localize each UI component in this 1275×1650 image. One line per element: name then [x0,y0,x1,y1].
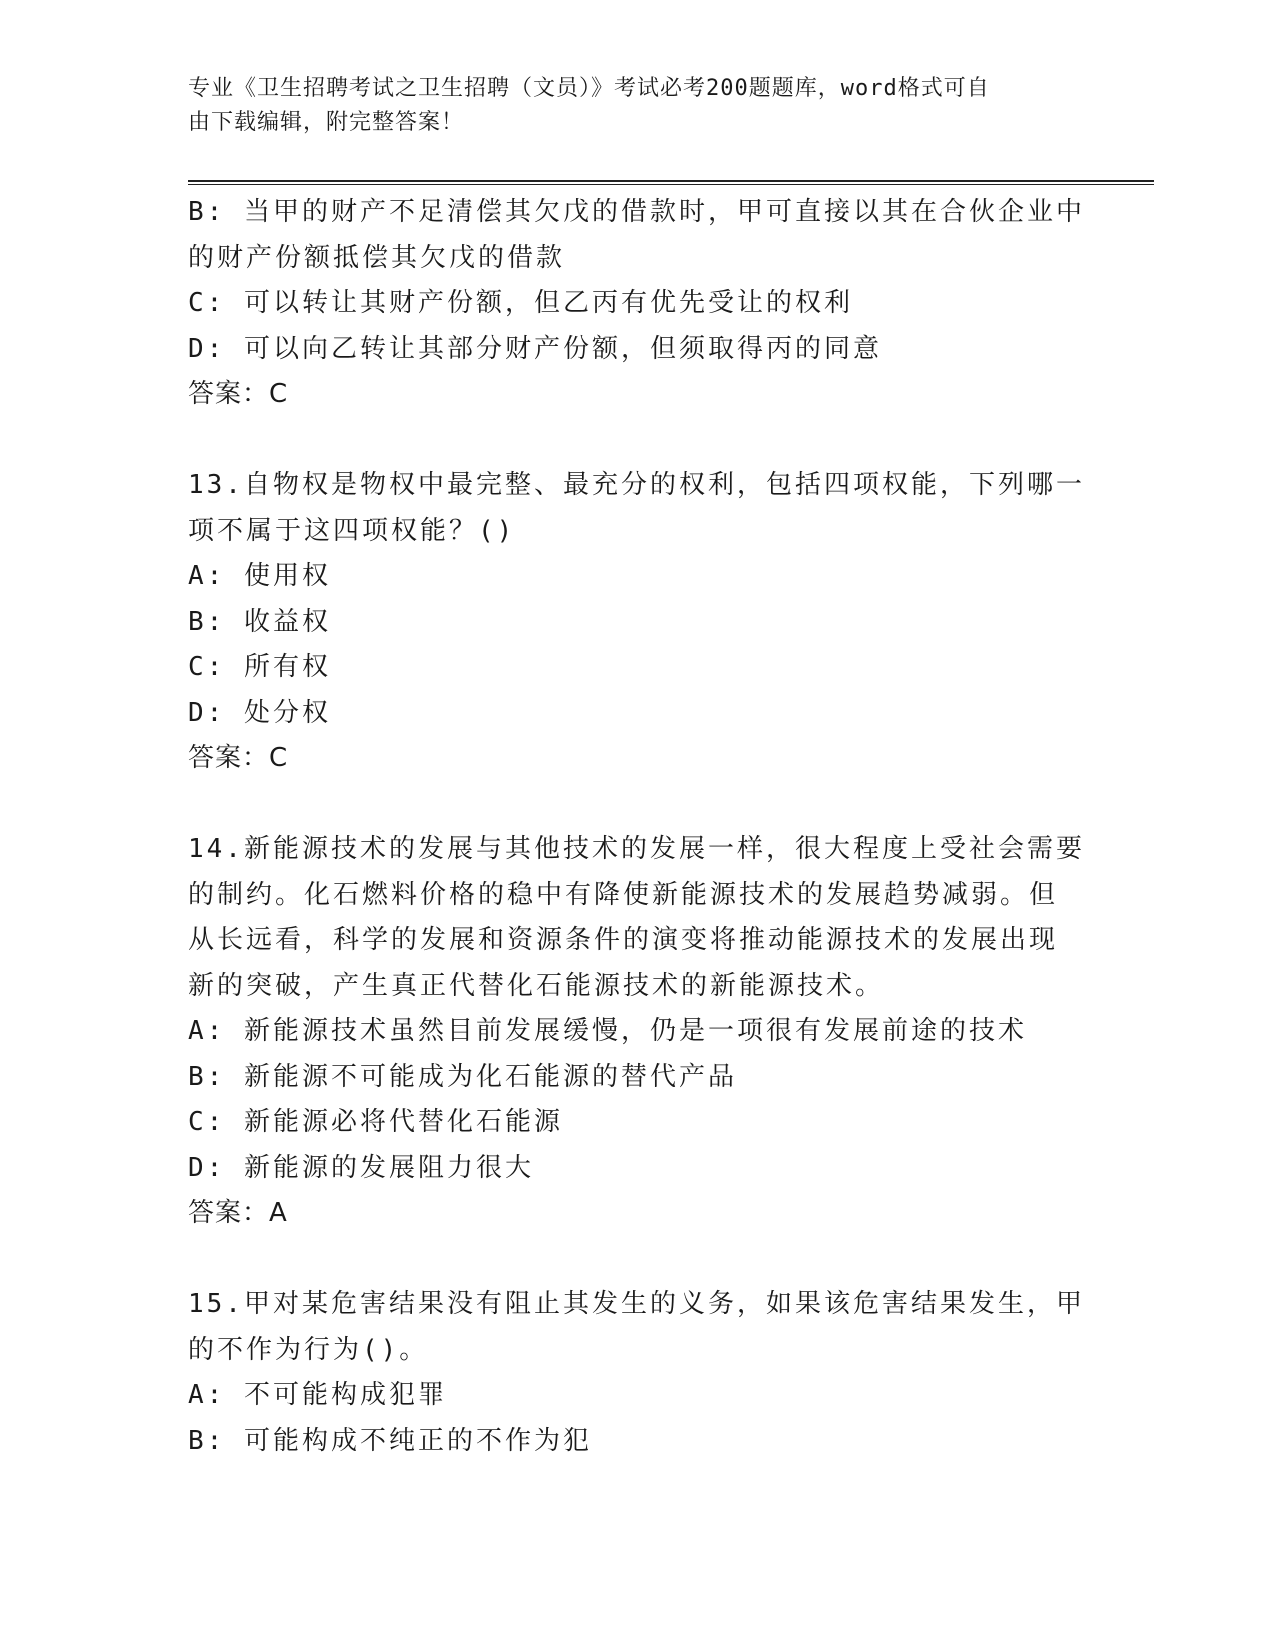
prev-answer: 答案：C [188,379,289,409]
prev-option-c: C: 可以转让其财产份额，但乙丙有优先受让的权利 [188,288,853,318]
question-13-block [188,463,1085,782]
q13-stem-line-2: 项不属于这四项权能？() [188,515,516,546]
q15-option-b: B: 可能构成不纯正的不作为犯 [188,1425,592,1456]
q13-option-a: A: 使用权 [188,561,331,591]
prev-option-d: D: 可以向乙转让其部分财产份额，但须取得丙的同意 [188,333,882,364]
header-line-2: 由下载编辑，附完整答案！ [188,110,465,135]
q13-answer: 答案：C [188,743,289,773]
q14-answer: 答案：A [188,1198,288,1228]
spacer [188,782,1068,828]
q15-stem-line-2: 的不作为行为()。 [188,1334,429,1365]
prev-question-block [188,190,1085,418]
q14-stem-line-3: 从长远看，科学的发展和资源条件的演变将推动能源技术的发展出现 [188,925,1059,955]
header-line-1: 专业《卫生招聘考试之卫生招聘（文员）》考试必考200题题库，word格式可自 [188,76,990,101]
q13-option-c: C: 所有权 [188,652,331,682]
q15-option-a: A: 不可能构成犯罪 [188,1380,447,1410]
q13-stem-line-1: 13.自物权是物权中最完整、最充分的权利，包括四项权能，下列哪一 [188,470,1085,500]
prev-option-b-line-1: B: 当甲的财产不足清偿其欠戊的借款时，甲可直接以其在合伙企业中 [188,197,1085,227]
header-rule-thick [188,180,1154,182]
q14-stem-line-1: 14.新能源技术的发展与其他技术的发展一样，很大程度上受社会需要 [188,834,1085,864]
question-15-block [188,1282,1085,1464]
question-14-block [188,827,1085,1237]
q13-option-d: D: 处分权 [188,697,331,728]
prev-option-b-line-2: 的财产份额抵偿其欠戊的借款 [188,242,566,273]
spacer [188,418,1068,464]
q14-stem-line-2: 的制约。化石燃料价格的稳中有降使新能源技术的发展趋势减弱。但 [188,879,1059,910]
q13-option-b: B: 收益权 [188,606,331,637]
q14-stem-line-4: 新的突破，产生真正代替化石能源技术的新能源技术。 [188,970,885,1001]
q14-option-d: D: 新能源的发展阻力很大 [188,1152,534,1183]
q15-stem-line-1: 15.甲对某危害结果没有阻止其发生的义务，如果该危害结果发生，甲 [188,1289,1085,1319]
q14-option-c: C: 新能源必将代替化石能源 [188,1107,563,1137]
question-content [188,190,1085,1464]
document-header [188,72,1068,140]
spacer [188,1237,1068,1283]
header-rule-thin [188,184,1154,185]
q14-option-b: B: 新能源不可能成为化石能源的替代产品 [188,1061,737,1092]
q14-option-a: A: 新能源技术虽然目前发展缓慢，仍是一项很有发展前途的技术 [188,1016,1027,1046]
